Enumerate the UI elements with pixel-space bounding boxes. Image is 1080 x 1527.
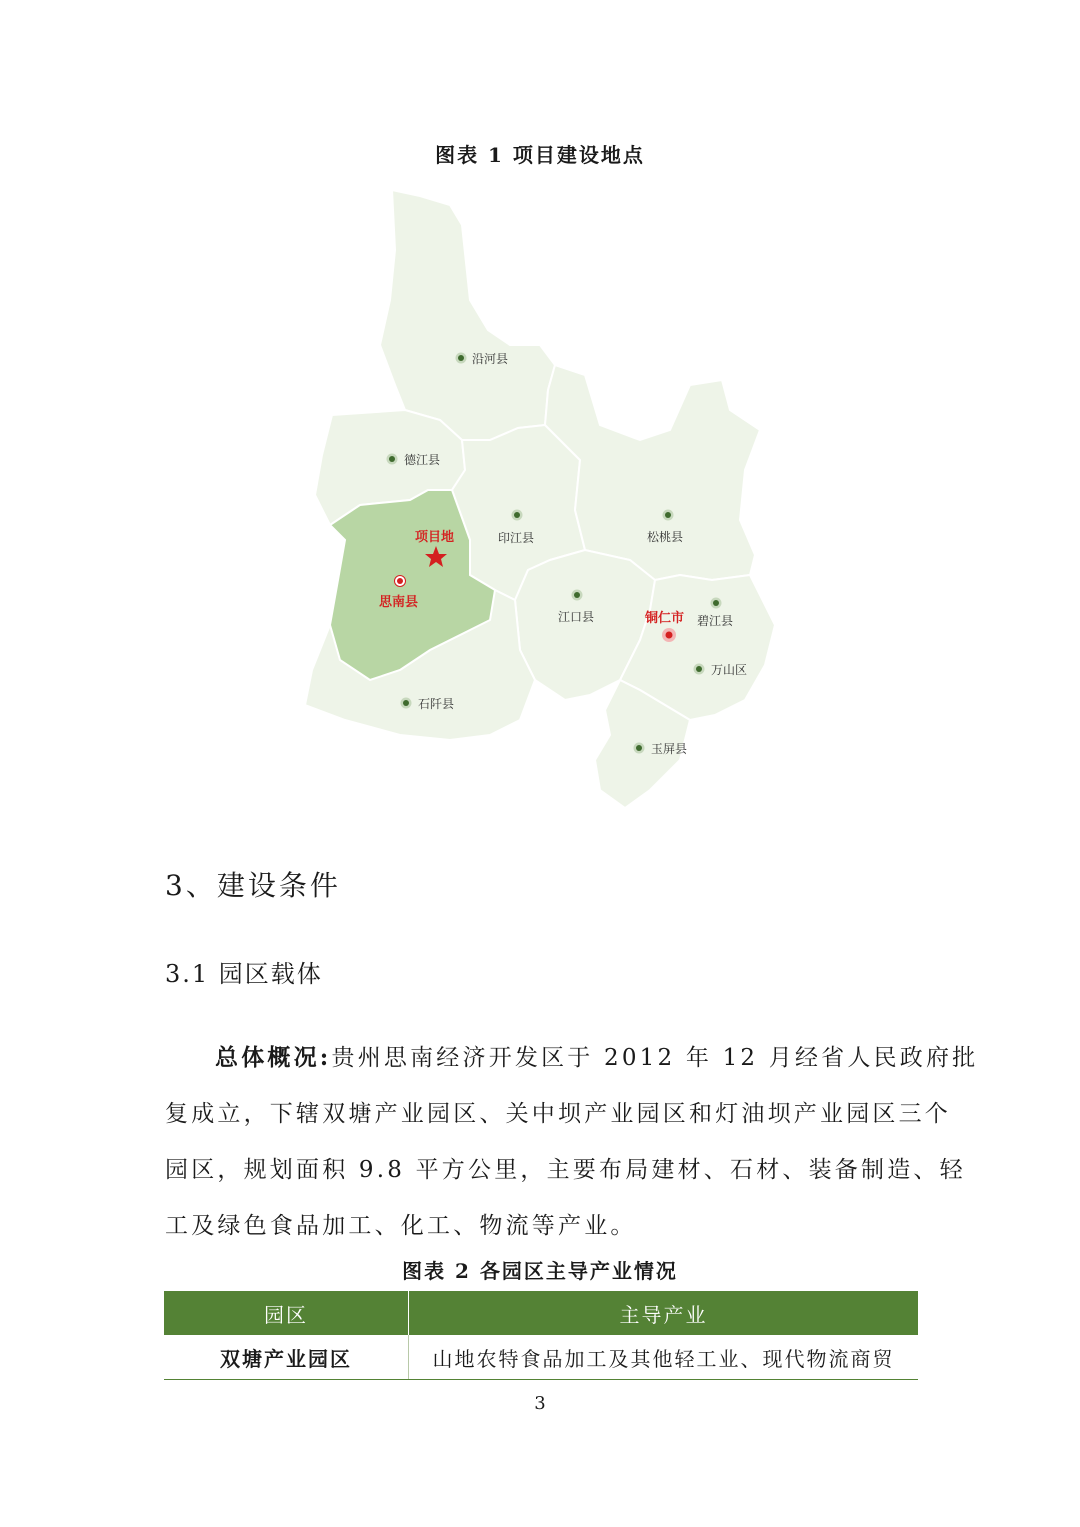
paragraph-line-2: 复成立，下辖双塘产业园区、关中坝产业园区和灯油坝产业园区三个 [165, 1101, 951, 1127]
subsection-title: 3.1 园区载体 [165, 960, 323, 988]
paragraph-line-3: 园区，规划面积 9.8 平方公里，主要布局建材、石材、装备制造、轻 [165, 1157, 966, 1183]
label-shiqian: 石阡县 [418, 697, 455, 711]
marker-wanshan [694, 664, 705, 675]
project-location-map [300, 183, 790, 813]
section-title: 3、建设条件 [165, 869, 341, 902]
marker-shiqian [401, 698, 412, 709]
cell-park: 双塘产业园区 [164, 1335, 409, 1380]
label-bijiang: 碧江县 [697, 614, 734, 628]
marker-yinjiang [512, 510, 523, 521]
industry-table [164, 1291, 918, 1380]
label-sinan: 思南县 [379, 595, 419, 610]
table-header-row [164, 1291, 918, 1335]
paragraph-lead: 总体概况: [215, 1044, 332, 1071]
marker-dejiang [387, 454, 398, 465]
figure-1-caption: 图表 1 项目建设地点 [435, 143, 645, 167]
label-project-site: 项目地 [415, 530, 455, 545]
figure-2-caption: 图表 2 各园区主导产业情况 [402, 1259, 678, 1283]
marker-bijiang [711, 598, 722, 609]
cell-industry: 山地农特食品加工及其他轻工业、现代物流商贸 [409, 1335, 919, 1380]
label-dejiang: 德江县 [404, 453, 441, 467]
label-yuping: 玉屏县 [651, 742, 688, 756]
paragraph-line-1 [165, 1030, 979, 1086]
overview-paragraph [165, 1030, 979, 1254]
header-industry: 主导产业 [409, 1291, 919, 1335]
header-park: 园区 [164, 1291, 409, 1335]
marker-yuping [634, 743, 645, 754]
marker-sinan [395, 576, 406, 587]
paragraph-line-1-text: 贵州思南经济开发区于 2012 年 12 月经省人民政府批 [331, 1045, 979, 1071]
label-yanhe: 沿河县 [472, 352, 509, 366]
label-jiangkou: 江口县 [558, 610, 595, 624]
page-number: 3 [534, 1393, 546, 1414]
marker-yanhe [456, 353, 467, 364]
label-yinjiang: 印江县 [498, 531, 535, 545]
marker-songtao [663, 510, 674, 521]
region-yanhe [380, 190, 555, 440]
paragraph-line-4: 工及绿色食品加工、化工、物流等产业。 [165, 1213, 637, 1239]
marker-jiangkou [572, 590, 583, 601]
label-wanshan: 万山区 [711, 663, 748, 677]
marker-tongren [662, 628, 676, 642]
map-regions [305, 190, 775, 808]
table-row [164, 1335, 918, 1380]
label-songtao: 松桃县 [647, 530, 684, 544]
label-tongren: 铜仁市 [645, 611, 685, 626]
